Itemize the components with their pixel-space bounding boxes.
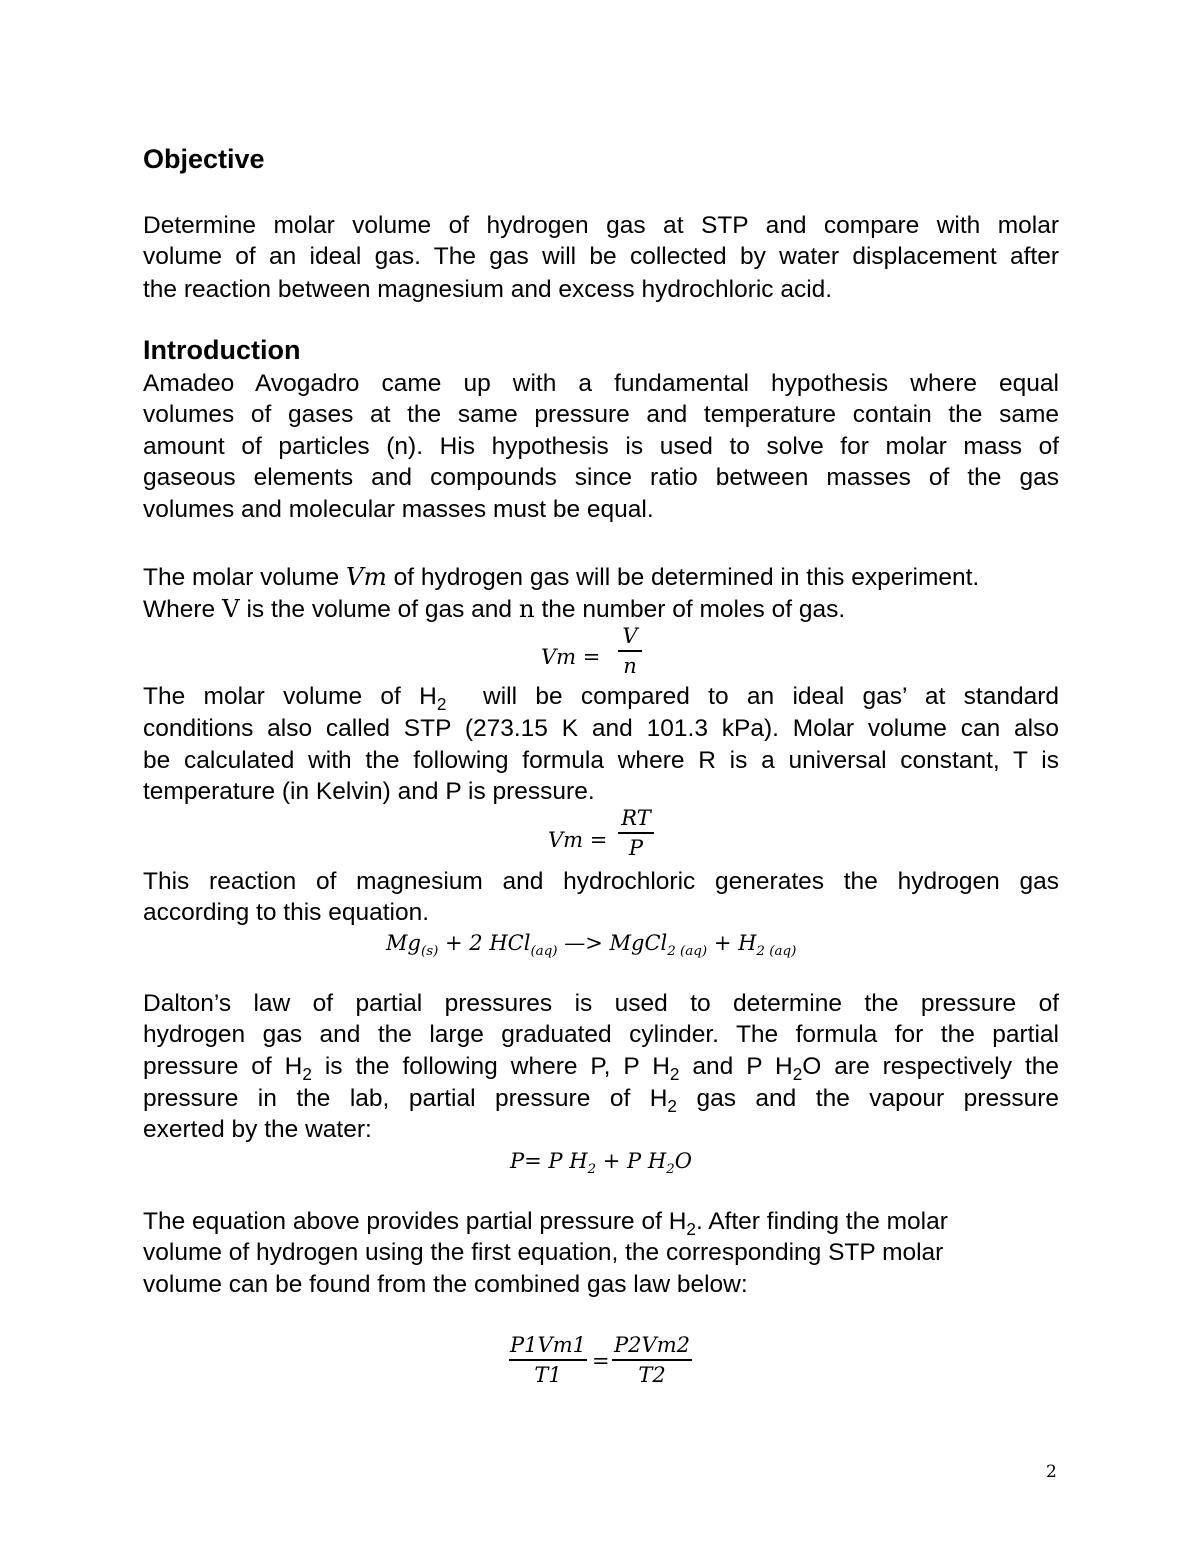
compare-line-1: The molar volume of $H_2$ will be compared to an ideal gas’ at standard <box>143 683 1059 714</box>
intro-line-2: volumes of gases at the same pressure and temperature contain the same <box>143 401 1059 428</box>
eq5-right-numerator: P2Vm2 <box>614 1333 690 1357</box>
eq5-right-denominator: T2 <box>638 1363 666 1387</box>
dalton-line-2: hydrogen gas and the large graduated cylinder. The formula for the partial <box>143 1021 1059 1048</box>
vm-symbol: Vm <box>345 562 387 591</box>
final-line-1: The equation above provides partial pressure of $H_2$. After finding the molar <box>143 1208 948 1239</box>
objective-line-3: the reaction between magnesium and excess hydrochloric acid. <box>143 276 833 303</box>
final-line-2: volume of hydrogen using the first equation, the corresponding STP molar <box>143 1239 944 1266</box>
eq1-fraction <box>618 624 642 678</box>
objective-heading: Objective <box>143 144 265 174</box>
eq2-denominator: P <box>628 836 644 860</box>
eq1-numerator: V <box>622 624 638 648</box>
eq5-equals: = <box>592 1349 610 1373</box>
compare-line-3: be calculated with the following formula where R is a universal constant, T is <box>143 747 1059 774</box>
eq5-left-denominator: T1 <box>534 1363 562 1387</box>
eq4-partial-pressure: P= P $H_2 + P$ $H_2O$ <box>510 1149 692 1177</box>
objective-line-1: Determine molar volume of hydrogen gas at STP and compare with molar <box>143 212 1059 239</box>
eq1-denominator: n <box>623 654 637 678</box>
reaction-line-1: This reaction of magnesium and hydrochloric generates the hydrogen gas <box>143 868 1059 895</box>
intro-line-4: gaseous elements and compounds since ratio between masses of the gas <box>143 464 1059 491</box>
dalton-line-5: exerted by the water: <box>143 1116 372 1143</box>
v-symbol: V <box>221 594 240 623</box>
objective-line-2: volume of an ideal gas. The gas will be collected by water displacement after <box>143 243 1059 270</box>
eq1-lhs: Vm = <box>541 645 601 669</box>
eq5-left-fraction <box>509 1333 587 1387</box>
eq5-right-fraction <box>612 1333 692 1387</box>
dalton-line-3: pressure of $H_2$ is the following where P, P $H_2$ and P $H_2O$ are respectively the <box>143 1053 1059 1084</box>
eq2-numerator: RT <box>621 806 651 830</box>
dalton-line-1: Dalton’s law of partial pressures is used to determine the pressure of <box>143 990 1059 1017</box>
intro-line-3: amount of particles (n). His hypothesis is used to solve for molar mass of <box>143 433 1059 460</box>
molar-line-1: The molar volume Vm of hydrogen gas will be determined in this experiment. <box>143 562 980 591</box>
molar-line-2: Where V is the volume of gas and n the number of moles of gas. <box>143 594 846 623</box>
eq2-fraction <box>618 806 654 860</box>
page-number: 2 <box>1046 1462 1057 1482</box>
introduction-heading: Introduction <box>143 335 301 365</box>
eq3-reaction: $Mg_{(s)} + 2$ HCl$_{(aq)}$ —> MgCl$_{2 (aq)}$ + $H_{2 (aq)}$ <box>386 931 797 959</box>
compare-line-4: temperature (in Kelvin) and P is pressure. <box>143 778 595 805</box>
final-line-3: volume can be found from the combined gas law below: <box>143 1271 748 1298</box>
compare-line-2: conditions also called STP (273.15 K and 101.3 kPa). Molar volume can also <box>143 715 1059 742</box>
reaction-line-2: according to this equation. <box>143 899 430 926</box>
eq5-left-numerator: P1Vm1 <box>510 1333 586 1357</box>
n-symbol: n <box>518 594 535 623</box>
eq2-lhs: Vm = <box>548 828 608 852</box>
intro-line-5: volumes and molecular masses must be equal. <box>143 496 654 523</box>
intro-line-1: Amadeo Avogadro came up with a fundamental hypothesis where equal <box>143 370 1059 397</box>
dalton-line-4: pressure in the lab, partial pressure of $H_2$ gas and the vapour pressure <box>143 1085 1059 1116</box>
